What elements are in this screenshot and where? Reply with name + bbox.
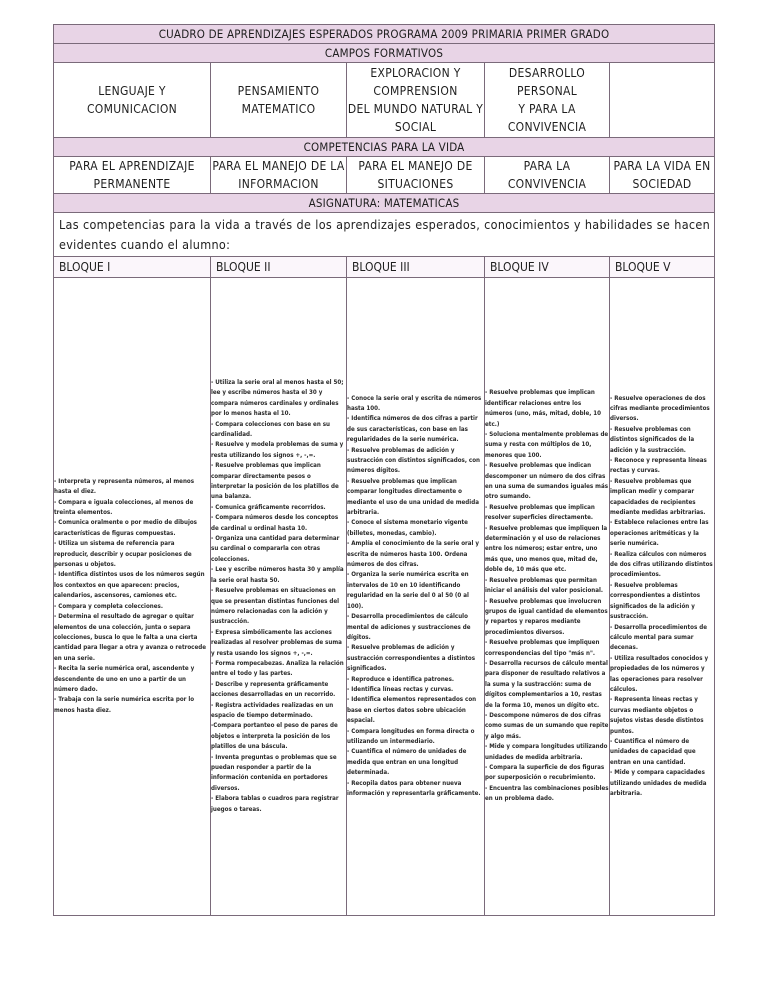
bloque-4-header: BLOQUE IV — [485, 257, 610, 278]
competencia-informacion: PARA EL MANEJO DE LA INFORMACION — [211, 157, 347, 194]
bloque-2-header: BLOQUE II — [211, 257, 347, 278]
bloque-1-content — [54, 278, 211, 916]
bloque-5-text: - Resuelve operaciones de dos cifras mediante procedimientos diversos. - Resuelve problemas con distintos significados de la adición y la sustracción. - Reconoce y representa líneas rectas y curvas. - Resuelve problemas que implican medir y comparar capacidades de recipientes mediante medidas arbitrarias. - Establece relaciones entre las operaciones aritméticas y la serie numérica. - Realiza cálculos con números de dos cifras utilizando distintos procedimientos. - Resuelve problemas correspondientes a distintos significados de la adición y sustracción. - Desarrolla procedimientos de cálculo mental para sumar decenas. - Utiliza resultados conocidos y propiedades de los números y las operaciones para resolver cálculos. - Representa líneas rectas y curvas mediante objetos o sujetos vistas desde distintos puntos. - Cuantifica el número de unidades de capacidad que entran en una cantidad. - Mide y compara capacidades utilizando unidades de medida arbitraria. — [610, 394, 713, 798]
asignatura-heading: ASIGNATURA: MATEMATICAS — [54, 194, 715, 213]
campo-desarrollo: DESARROLLO PERSONAL Y PARA LA CONVIVENCIA — [485, 63, 610, 138]
bloque-3-text: - Conoce la serie oral y escrita de números hasta 100. - Identifica números de dos cifras a partir de sus características, con base en las regularidades de la serie numérica. - Resuelve problemas de adición y sustracción con distintos significados, con números dígitos. - Resuelve problemas que implican comparar longitudes directamente o mediante el uso de una unidad de medida arbitraria. - Conoce el sistema monetario vigente (billetes, monedas, cambio). - Amplía el conocimiento de la serie oral y escrita de números hasta 100. Ordena números de dos cifras. - Organiza la serie numérica escrita en intervalos de 10 en 10 identificando regularidad en la serie del 0 al 50 (0 al 100). - Desarrolla procedimientos de cálculo mental de adiciones y sustracciones de dígitos. - Resuelve problemas de adición y sustracción correspondientes a distintos significados. - Reproduce e identifica patrones. - Identifica líneas rectas y curvas. - Identifica elementos representados con base en ciertos datos sobre ubicación espacial. - Compara longitudes en forma directa o utilizando un intermediario. - Cuantifica el número de unidades de medida que entran en una longitud determinada. - Recopila datos para obtener nueva información y representarla gráficamente. — [347, 394, 482, 798]
competencia-sociedad: PARA LA VIDA EN SOCIEDAD — [610, 157, 715, 194]
competencia-aprendizaje: PARA EL APRENDIZAJE PERMANENTE — [54, 157, 211, 194]
bloque-5-content — [610, 278, 715, 916]
table-title: CUADRO DE APRENDIZAJES ESPERADOS PROGRAMA 2009 PRIMARIA PRIMER GRADO — [54, 25, 715, 44]
bloque-3-content — [347, 278, 485, 916]
bloque-4-text: - Resuelve problemas que implican identificar relaciones entre los números (uno, más, mitad, doble, 10 etc.) - Soluciona mentalmente problemas de suma y resta con múltiplos de 10, menores que 100. - Resuelve problemas que indican descomponer un número de dos cifras en una suma de sumandos iguales más otro sumando. - Resuelve problemas que implican resolver superficies directamente. - Resuelve problemas que impliquen la determinación y el uso de relaciones entre los números; estar entre, uno más que, uno menos que, mitad de, doble de, 10 más que etc. - Resuelve problemas que permitan iniciar el análisis del valor posicional. - Resuelve problemas que involucren grupos de igual cantidad de elementos y repartos y reparos mediante procedimientos diversos. - Resuelve problemas que impliquen correspondencias del tipo "más n". - Desarrolla recursos de cálculo mental para disponer de resultado relativos a la suma y la sustracción: suma de dígitos complementarios a 10, restas de la forma 10, menos un dígito etc. - Descompone números de dos cifras como sumas de un sumando que repite y algo más. - Mide y compara longitudes utilizando unidades de medida arbitraria. - Compara la superficie de dos figuras por superposición o recubrimiento. - Encuentra las combinaciones posibles en un problema dado. — [485, 389, 609, 803]
campos-heading: CAMPOS FORMATIVOS — [54, 44, 715, 63]
bloque-1-header: BLOQUE I — [54, 257, 211, 278]
campo-pensamiento: PENSAMIENTO MATEMATICO — [211, 63, 347, 138]
bloque-5-header: BLOQUE V — [610, 257, 715, 278]
competencia-situaciones: PARA EL MANEJO DE SITUACIONES — [347, 157, 485, 194]
bloque-2-text: - Utiliza la serie oral al menos hasta el 50; lee y escribe números hasta el 30 y compara números cardinales y ordinales por lo menos hasta el 10. - Compara colecciones con base en su cardinalidad. - Resuelve y modela problemas de suma y resta utilizando los signos +, -,=. - Resuelve problemas que implican comparar directamente pesos o interpretar la posición de los platillos de una balanza. - Comunica gráficamente recorridos. - Compara números desde los conceptos de cardinal u ordinal hasta 10. - Organiza una cantidad para determinar su cardinal o compararla con otras colecciones. - Lee y escribe números hasta 30 y amplía la serie oral hasta 50. - Resuelve problemas en situaciones en que se presentan distintas funciones del número relacionadas con la adición y sustracción. - Expresa simbólicamente las acciones realizadas al resolver problemas de suma y resta usando los signos +, -,=. - Forma rompecabezas. Analiza la relación entre el todo y las partes. - Describe y representa gráficamente acciones desarrolladas en un recorrido. - Registra actividades realizadas en un espacio de tiempo determinado. -Compara portanteo el peso de pares de objetos e interpreta la posición de los platillos de una báscula. - Inventa preguntas o problemas que se puedan responder a partir de la información contenida en portadores diversos. - Elabora tablas o cuadros para registrar juegos o tareas. — [211, 378, 344, 813]
campo-lenguaje: LENGUAJE Y COMUNICACION — [54, 63, 211, 138]
campo-empty — [610, 63, 715, 138]
aprendizajes-table — [53, 24, 715, 916]
campo-exploracion: EXPLORACION Y COMPRENSION DEL MUNDO NATURAL Y SOCIAL — [347, 63, 485, 138]
competencia-convivencia: PARA LA CONVIVENCIA — [485, 157, 610, 194]
bloque-2-content — [211, 278, 347, 916]
bloque-3-header: BLOQUE III — [347, 257, 485, 278]
intro-text: Las competencias para la vida a través de los aprendizajes esperados, conocimientos y habilidades se hacen evidentes cuando el alumno: — [54, 213, 715, 257]
competencias-heading: COMPETENCIAS PARA LA VIDA — [54, 138, 715, 157]
bloque-4-content — [485, 278, 610, 916]
bloque-1-text: - Interpreta y representa números, al menos hasta el diez. - Compara e iguala colecciones, al menos de treinta elementos. - Comunica oralmente o por medio de dibujos características de figuras compuestas. - Utiliza un sistema de referencia para reproducir, describir y ocupar posiciones de personas u objetos. - Identifica distintos usos de los números según los contextos en que aparecen: precios, calendarios, ascensores, camiones etc. - Compara y completa colecciones. - Determina el resultado de agregar o quitar elementos de una colección, junta o separa colecciones, busca lo que le falta a una cierta cantidad para llegar a otra y avanza o retrocede en una serie. - Recita la serie numérica oral, ascendente y descendente de uno en uno a partir de un número dado. - Trabaja con la serie numérica escrita por lo menos hasta diez. — [54, 477, 207, 714]
